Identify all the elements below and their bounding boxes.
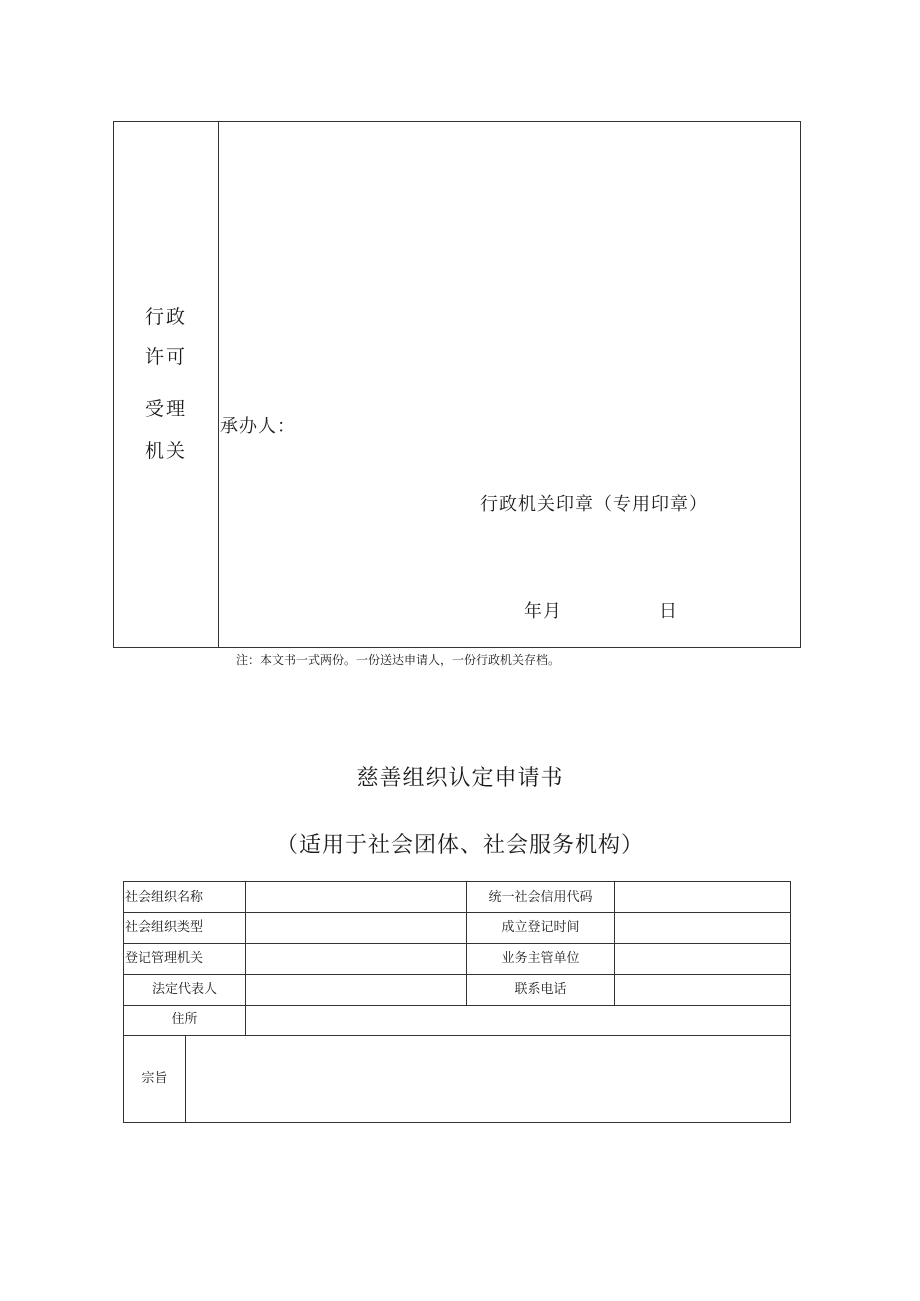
approval-table-divider [218,122,219,647]
col-rule [614,882,615,1005]
label-phone: 联系电话 [514,982,567,997]
input-credit-code[interactable] [616,883,788,913]
label-org-name: 社会组织名称 [125,890,204,905]
input-org-type[interactable] [247,913,465,943]
input-phone[interactable] [616,975,788,1005]
application-form-table [123,881,791,1123]
approval-table [113,121,801,648]
label-purpose: 宗旨 [141,1071,168,1086]
row-rule [124,1035,790,1036]
seal-label: 行政机关印章（专用印章） [480,494,708,515]
label-credit-code: 统一社会信用代码 [488,890,593,905]
section-label-line-4: 机关 [144,440,187,462]
date-year-month: 年月 [524,601,562,622]
input-supervising-unit[interactable] [616,944,788,974]
input-org-name[interactable] [247,883,465,913]
input-purpose[interactable] [187,1037,787,1121]
label-org-type: 社会组织类型 [125,920,204,935]
label-address: 住所 [171,1012,198,1027]
label-supervising-unit: 业务主管单位 [501,951,580,966]
input-registration-date[interactable] [616,913,788,943]
col-rule [185,1035,186,1122]
col-rule [245,1005,246,1035]
form-subtitle: （适用于社会团体、社会服务机构） [275,833,644,858]
input-address[interactable] [247,1005,788,1035]
label-legal-representative: 法定代表人 [151,982,217,997]
label-registration-date: 成立登记时间 [501,920,580,935]
handler-label: 承办人： [220,416,296,437]
input-legal-representative[interactable] [247,975,465,1005]
col-rule [245,882,246,1005]
input-registration-authority[interactable] [247,944,465,974]
label-registration-authority: 登记管理机关 [125,951,204,966]
section-label-line-1: 行政 [144,306,187,328]
date-day: 日 [659,601,678,622]
footnote: 注：本文书一式两份。一份送达申请人，一份行政机关存档。 [236,653,561,667]
section-label-line-3: 受理 [144,398,187,420]
form-title: 慈善组织认定申请书 [356,766,564,791]
section-label-line-2: 许可 [144,346,187,368]
